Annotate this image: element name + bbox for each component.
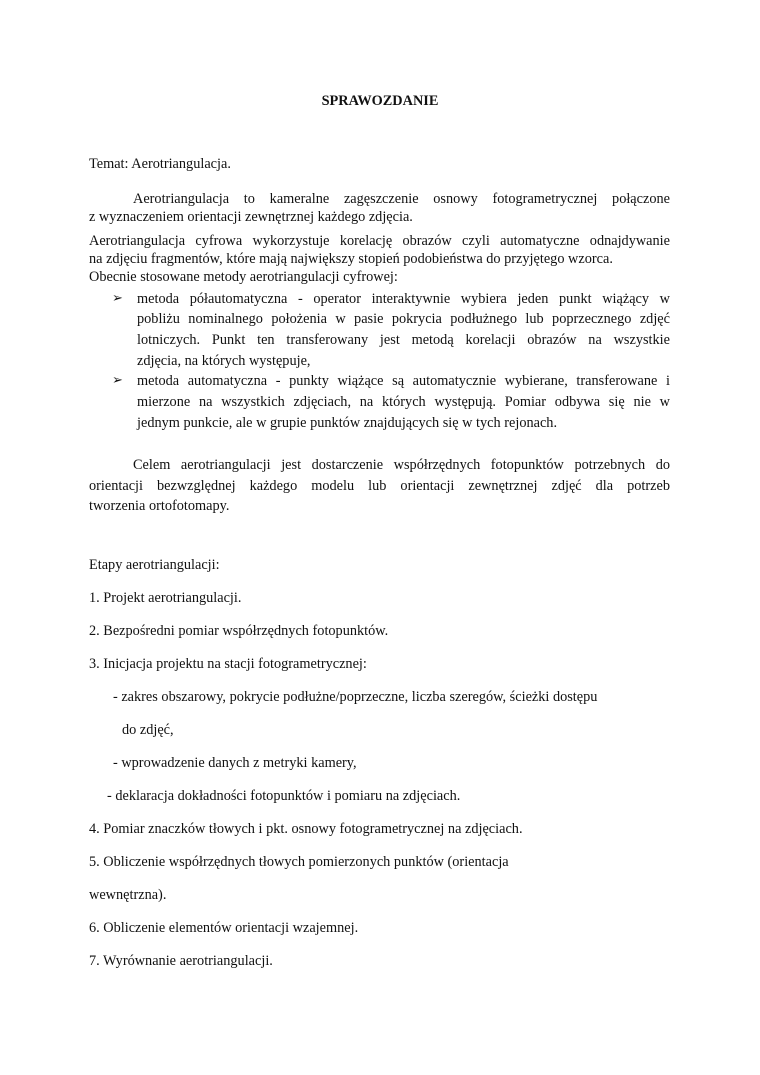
intro-p2-line2: na zdjęciu fragmentów, które mają największy stopień podobieństwa do przyjętego wzorca. <box>89 251 613 267</box>
stage-5-cont: wewnętrzna). <box>89 887 167 903</box>
arrow-bullet-icon: ➢ <box>112 291 123 306</box>
stage-2: 2. Bezpośredni pomiar współrzędnych fotopunktów. <box>89 623 389 639</box>
goal-line-2: orientacji bezwzględnej każdego modelu lub orientacji zewnętrznej zdjęć dla potrzeb <box>89 478 670 494</box>
intro-p2-line1: Aerotriangulacja cyfrowa wykorzystuje korelację obrazów czyli automatyczne odnajdywanie <box>89 233 670 249</box>
intro-p1-line1: Aerotriangulacja to kameralne zagęszczenie osnowy fotogrametrycznej połączone <box>133 191 670 207</box>
intro-p3-line1: Obecnie stosowane metody aerotriangulacji cyfrowej: <box>89 269 398 285</box>
stage-3-item-c: - deklaracja dokładności fotopunktów i pomiaru na zdjęciach. <box>107 788 461 804</box>
stage-6: 6. Obliczenie elementów orientacji wzajemnej. <box>89 920 359 936</box>
method-2-line-1: metoda automatyczna - punkty wiążące są automatycznie wybierane, transferowane i <box>137 373 670 389</box>
goal-line-3: tworzenia ortofotomapy. <box>89 498 230 514</box>
stage-3-item-b: - wprowadzenie danych z metryki kamery, <box>113 755 357 771</box>
topic-line: Temat: Aerotriangulacja. <box>89 156 231 172</box>
arrow-bullet-icon: ➢ <box>112 373 123 388</box>
stage-1: 1. Projekt aerotriangulacji. <box>89 590 242 606</box>
stage-3-item-a: - zakres obszarowy, pokrycie podłużne/poprzeczne, liczba szeregów, ścieżki dostępu <box>113 689 598 705</box>
stage-3: 3. Inicjacja projektu na stacji fotogrametrycznej: <box>89 656 367 672</box>
stage-5: 5. Obliczenie współrzędnych tłowych pomierzonych punktów (orientacja <box>89 854 509 870</box>
method-2-line-3: jednym punkcie, ale w grupie punktów znajdujących się w tych rejonach. <box>137 415 558 431</box>
method-1-line-3: lotniczych. Punkt ten transferowany jest metodą korelacji obrazów na wszystkie <box>137 332 670 348</box>
intro-p1-line2: z wyznaczeniem orientacji zewnętrznej każdego zdjęcia. <box>89 209 413 225</box>
page-title: SPRAWOZDANIE <box>321 93 439 109</box>
method-1-line-1: metoda półautomatyczna - operator interaktywnie wybiera jeden punkt wiążący w <box>137 291 670 307</box>
goal-line-1: Celem aerotriangulacji jest dostarczenie współrzędnych fotopunktów potrzebnych do <box>133 457 670 473</box>
stage-7: 7. Wyrównanie aerotriangulacji. <box>89 953 273 969</box>
stage-4: 4. Pomiar znaczków tłowych i pkt. osnowy fotogrametrycznej na zdjęciach. <box>89 821 523 837</box>
method-2-line-2: mierzone na wszystkich zdjęciach, na których występują. Pomiar odbywa się nie w <box>137 394 670 410</box>
stage-3-item-a-cont: do zdjęć, <box>122 722 174 738</box>
stages-heading: Etapy aerotriangulacji: <box>89 557 220 573</box>
method-1-line-2: pobliżu nominalnego położenia w pasie pokrycia podłużnego lub poprzecznego zdjęć <box>137 311 670 327</box>
method-1-line-4: zdjęcia, na których występuje, <box>137 353 311 369</box>
